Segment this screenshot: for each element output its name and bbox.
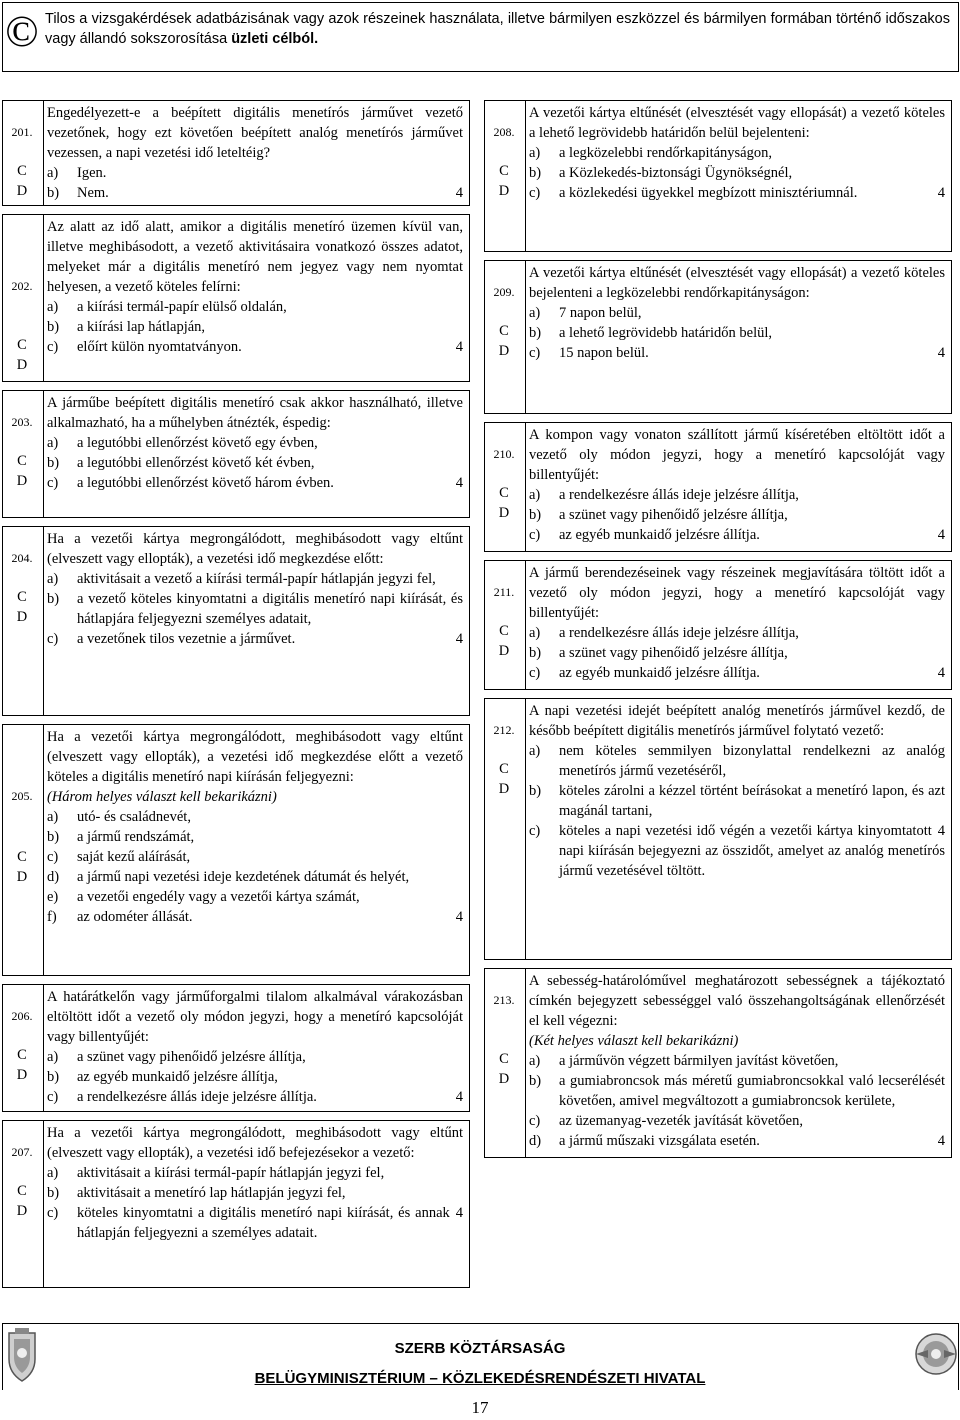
answer-option <box>529 303 945 323</box>
copyright-notice <box>45 9 950 49</box>
question-body <box>529 699 945 883</box>
option-text-wrap <box>77 867 463 887</box>
option-label: a) <box>529 487 541 503</box>
question-number: 207. <box>11 1145 33 1159</box>
option-text: a legutóbbi ellenőrzést követő két évben, <box>77 455 315 471</box>
answer-option <box>47 589 463 629</box>
marker-d: D <box>16 183 28 199</box>
option-label: a) <box>47 809 59 825</box>
option-label: b) <box>529 165 542 181</box>
option-label: b) <box>529 645 542 661</box>
option-text-wrap <box>559 1071 945 1111</box>
answer-option <box>47 867 463 887</box>
answer-option <box>47 807 463 827</box>
marker-d: D <box>16 869 28 885</box>
copyright-icon: © <box>5 7 39 56</box>
answer-option <box>47 183 463 203</box>
question-points: 4 <box>937 665 945 681</box>
question-body <box>529 561 945 685</box>
question-stem: Ha a vezetői kártya megrongálódott, meghibásodott vagy eltűnt (elveszett vagy ellopták), a vezetési idő megkezdése előtt a vezető köteles a digitális menetíró napi kiírásán feljegyezni: <box>47 729 463 785</box>
option-label: c) <box>47 339 59 355</box>
option-label: a) <box>47 1049 59 1065</box>
question-sidebar <box>485 261 526 413</box>
marker-d: D <box>498 1071 510 1087</box>
question-sidebar <box>3 985 44 1111</box>
answer-option <box>529 781 945 821</box>
option-label: b) <box>47 829 60 845</box>
answer-option <box>529 183 945 203</box>
option-text: a jármű napi vezetési ideje kezdetének dátumát és helyét, <box>77 869 410 885</box>
option-label: a) <box>529 625 541 641</box>
option-text-wrap <box>77 1087 463 1107</box>
option-text: a Közlekedés-biztonsági Ügynökségnél, <box>559 165 793 181</box>
marker-c: C <box>499 485 509 501</box>
question-number: 205. <box>11 789 33 803</box>
option-text: köteles zárolni a kézzel történt beírásokat a menetíró lapon, és azt magánál tartani, <box>559 783 945 819</box>
option-text-wrap <box>77 1203 463 1243</box>
answer-option <box>529 485 945 505</box>
question-number: 206. <box>11 1009 33 1023</box>
question-points: 4 <box>455 339 463 355</box>
footer-country: SZERB KÖZTÁRSASÁG <box>394 1340 566 1357</box>
marker-c: C <box>17 337 27 353</box>
question-block <box>484 422 952 552</box>
option-text: az egyéb munkaidő jelzésre állítja. <box>559 665 760 681</box>
answer-option <box>47 317 463 337</box>
answer-option <box>47 297 463 317</box>
question-body <box>529 101 945 205</box>
answer-option <box>529 525 945 545</box>
question-number: 209. <box>493 285 515 299</box>
question-points: 4 <box>937 185 945 201</box>
right-question-column <box>484 100 952 1166</box>
answer-option <box>529 323 945 343</box>
marker-c: C <box>17 1047 27 1063</box>
option-text: a lehető legrövidebb határidőn belül, <box>559 325 772 341</box>
option-text: a közlekedési ügyekkel megbízott minisztériumnál. <box>559 185 858 201</box>
footer-ministry-text: BELÜGYMINISZTÉRIUM – KÖZLEKEDÉSRENDÉSZETI HIVATAL <box>254 1370 706 1387</box>
option-text-wrap <box>77 163 463 183</box>
question-note: (Három helyes választ kell bekarikázni) <box>47 789 277 805</box>
option-text-wrap <box>77 1047 463 1067</box>
copyright-notice-bold: üzleti célból. <box>231 31 319 47</box>
question-sidebar <box>485 423 526 551</box>
answer-option <box>529 821 945 881</box>
option-label: c) <box>47 849 59 865</box>
answer-option <box>47 1047 463 1067</box>
question-points: 4 <box>455 1089 463 1105</box>
question-sidebar <box>3 527 44 715</box>
answer-option <box>47 1087 463 1107</box>
question-block <box>484 560 952 690</box>
marker-c: C <box>17 1183 27 1199</box>
option-label: c) <box>529 823 541 839</box>
option-label: c) <box>529 185 541 201</box>
copyright-notice-text: Tilos a vizsgakérdések adatbázisának vagy azok részeinek használata, illetve bármilyen eszközzel és bármilyen formában történő időszakos vagy állandó sokszorosítása <box>45 11 950 47</box>
marker-d: D <box>16 1203 28 1219</box>
question-body <box>529 423 945 547</box>
question-body <box>47 725 463 929</box>
question-stem: A határátkelőn vagy járműforgalmi tilalom alkalmával várakozásban eltöltött időt a vezető oly módon jegyzi, hogy a menetíró kapcsolóját vagy billentyűjét: <box>47 989 463 1045</box>
question-body <box>47 527 463 651</box>
answer-option <box>47 453 463 473</box>
marker-d: D <box>498 183 510 199</box>
option-text-wrap <box>559 643 945 663</box>
option-label: c) <box>47 1089 59 1105</box>
question-number: 213. <box>493 993 515 1007</box>
option-text-wrap <box>77 847 463 867</box>
option-text: a rendelkezésre állás ideje jelzésre állítja, <box>559 625 799 641</box>
marker-c: C <box>17 163 27 179</box>
marker-c: C <box>17 453 27 469</box>
question-stem: Az alatt az idő alatt, amikor a digitális menetíró üzemen kívül van, illetve meghibásodott, a vezető aktivitásaira vonatkozó összes adatot, melyeket már a digitális menetíró nem jegyez vagy nem nyomtat helyesen, a vezető köteles felírni: <box>47 219 463 295</box>
option-text: aktivitásait a menetíró lap hátlapján jegyzi fel, <box>77 1185 346 1201</box>
option-text: a szünet vagy pihenőidő jelzésre állítja, <box>559 645 788 661</box>
option-text: a legközelebbi rendőrkapitányságon, <box>559 145 772 161</box>
option-text: a kiírási termál-papír elülső oldalán, <box>77 299 287 315</box>
option-text-wrap <box>559 343 945 363</box>
question-body <box>47 101 463 205</box>
option-label: c) <box>529 1113 541 1129</box>
option-text-wrap <box>77 827 463 847</box>
question-number: 202. <box>11 279 33 293</box>
option-label: b) <box>47 185 60 201</box>
question-sidebar <box>485 101 526 251</box>
option-label: b) <box>47 591 60 607</box>
question-sidebar <box>3 215 44 381</box>
option-text-wrap <box>77 589 463 629</box>
question-body <box>529 969 945 1153</box>
marker-c: C <box>17 849 27 865</box>
option-text-wrap <box>77 569 463 589</box>
option-text: a jármű rendszámát, <box>77 829 195 845</box>
option-text: saját kezű aláírását, <box>77 849 191 865</box>
option-text: a rendelkezésre állás ideje jelzésre állítja. <box>77 1089 317 1105</box>
option-text: a szünet vagy pihenőidő jelzésre állítja, <box>559 507 788 523</box>
option-text-wrap <box>559 485 945 505</box>
question-body <box>47 1121 463 1245</box>
question-number: 211. <box>493 585 515 599</box>
answer-option <box>47 473 463 493</box>
option-label: b) <box>529 1073 542 1089</box>
option-text: a vezető köteles kinyomtatni a digitális menetíró napi kiírását, és hátlapjára feljegyezni személyes adatait, <box>77 591 463 627</box>
question-block <box>484 100 952 252</box>
question-block <box>2 724 470 976</box>
question-block <box>2 526 470 716</box>
option-text-wrap <box>559 525 945 545</box>
question-number: 208. <box>493 125 515 139</box>
question-stem: Engedélyezett-e a beépített digitális menetírós járművet vezető vezetőnek, hogy ezt követően beépített analóg menetírós járművet vezessen, a napi vezetési idő leteltéig? <box>47 105 463 161</box>
marker-d: D <box>498 505 510 521</box>
option-label: c) <box>529 345 541 361</box>
option-label: c) <box>529 665 541 681</box>
option-text: 7 napon belül, <box>559 305 642 321</box>
question-number: 212. <box>493 723 515 737</box>
option-text-wrap <box>559 663 945 683</box>
answer-option <box>47 847 463 867</box>
answer-option <box>529 1071 945 1111</box>
copyright-header <box>2 2 959 72</box>
option-label: b) <box>47 1185 60 1201</box>
answer-option <box>47 629 463 649</box>
question-number: 204. <box>11 551 33 565</box>
question-body <box>47 215 463 359</box>
marker-d: D <box>16 357 28 373</box>
question-stem: A járműbe beépített digitális menetíró csak akkor használható, illetve alkalmazható, ha a műhelyben átnézték, éspedig: <box>47 395 463 431</box>
option-label: b) <box>47 319 60 335</box>
option-text: a szünet vagy pihenőidő jelzésre állítja, <box>77 1049 306 1065</box>
answer-option <box>529 143 945 163</box>
option-text: a vezetőnek tilos vezetnie a járművet. <box>77 631 296 647</box>
marker-c: C <box>499 323 509 339</box>
option-label: a) <box>47 571 59 587</box>
option-text-wrap <box>77 297 463 317</box>
option-text-wrap <box>559 821 945 881</box>
question-sidebar <box>3 101 44 205</box>
option-text-wrap <box>77 433 463 453</box>
question-sidebar <box>3 391 44 517</box>
question-sidebar <box>485 699 526 959</box>
marker-d: D <box>16 473 28 489</box>
option-label: c) <box>47 1205 59 1221</box>
question-block <box>2 100 470 206</box>
answer-option <box>47 433 463 453</box>
option-text: a kiírási lap hátlapján, <box>77 319 206 335</box>
question-points: 4 <box>455 1205 463 1221</box>
option-text: köteles kinyomtatni a digitális menetíró napi kiírását, és annak hátlapján feljegyezni a személyes adatait. <box>77 1205 450 1241</box>
question-number: 203. <box>11 415 33 429</box>
option-text: előírt külön nyomtatványon. <box>77 339 242 355</box>
marker-d: D <box>16 1067 28 1083</box>
option-text-wrap <box>559 1131 945 1151</box>
option-text: aktivitásait a vezető a kiírási termál-papír hátlapján jegyzi fel, <box>77 571 436 587</box>
question-sidebar <box>3 725 44 975</box>
option-text: 15 napon belül. <box>559 345 649 361</box>
marker-d: D <box>498 781 510 797</box>
marker-d: D <box>16 609 28 625</box>
question-points: 4 <box>937 345 945 361</box>
page-number: 17 <box>471 1398 489 1417</box>
question-points: 4 <box>455 631 463 647</box>
option-text-wrap <box>559 183 945 203</box>
option-text: az egyéb munkaidő jelzésre állítja, <box>77 1069 278 1085</box>
option-text-wrap <box>559 1051 945 1071</box>
option-text: az üzemanyag-vezeték javítását követően, <box>559 1113 803 1129</box>
question-stem: A vezetői kártya eltűnését (elvesztését vagy ellopását) a vezető köteles bejelenteni a legközelebbi rendőrkapitányságon: <box>529 265 945 301</box>
answer-option <box>47 1163 463 1183</box>
option-label: e) <box>47 889 59 905</box>
question-body <box>47 391 463 495</box>
question-points: 4 <box>937 527 945 543</box>
marker-c: C <box>499 1051 509 1067</box>
answer-option <box>47 887 463 907</box>
question-body <box>529 261 945 365</box>
option-text-wrap <box>77 887 463 907</box>
option-text-wrap <box>77 1183 463 1203</box>
marker-c: C <box>499 761 509 777</box>
option-text-wrap <box>77 183 463 203</box>
answer-option <box>529 741 945 781</box>
question-block <box>484 968 952 1158</box>
question-sidebar <box>485 969 526 1157</box>
option-text: a legutóbbi ellenőrzést követő három évben. <box>77 475 334 491</box>
answer-option <box>47 907 463 927</box>
option-label: a) <box>529 743 541 759</box>
option-label: a) <box>529 305 541 321</box>
question-body <box>47 985 463 1109</box>
option-text-wrap <box>559 143 945 163</box>
question-number: 210. <box>493 447 515 461</box>
answer-option <box>47 1183 463 1203</box>
question-stem: A sebesség-határolóművel meghatározott sebességnek a tájékoztató címkén bejegyzett sebességgel való összehangoltságának ellenőrzését el kell végezni: <box>529 973 945 1029</box>
option-label: a) <box>47 1165 59 1181</box>
answer-option <box>529 343 945 363</box>
question-block <box>2 1120 470 1288</box>
option-text-wrap <box>559 505 945 525</box>
option-text: a járművön végzett bármilyen javítást követően, <box>559 1053 839 1069</box>
option-label: f) <box>47 909 57 925</box>
option-text: a jármű műszaki vizsgálata esetén. <box>559 1133 760 1149</box>
option-label: a) <box>47 435 59 451</box>
option-label: d) <box>47 869 60 885</box>
marker-c: C <box>17 589 27 605</box>
question-block <box>2 390 470 518</box>
answer-option <box>529 505 945 525</box>
option-text-wrap <box>77 807 463 827</box>
marker-c: C <box>499 623 509 639</box>
option-text: a legutóbbi ellenőrzést követő egy évben, <box>77 435 318 451</box>
question-stem: Ha a vezetői kártya megrongálódott, meghibásodott vagy eltűnt (elveszett vagy ellopták), a vezetési idő megkezdése előtt: <box>47 531 463 567</box>
question-block <box>484 260 952 414</box>
question-points: 4 <box>937 1133 945 1149</box>
option-text: a gumiabroncsok más méretű gumiabroncsokkal való lecserélését követően, amivel megváltozott a gumiabroncsok kerülete, <box>559 1073 945 1109</box>
question-block <box>484 698 952 960</box>
option-text: Nem. <box>77 185 109 201</box>
option-text-wrap <box>559 741 945 781</box>
question-block <box>2 214 470 382</box>
answer-option <box>529 663 945 683</box>
left-question-column <box>2 100 470 1296</box>
option-label: c) <box>529 527 541 543</box>
question-note: (Két helyes választ kell bekarikázni) <box>529 1033 739 1049</box>
option-text-wrap <box>77 473 463 493</box>
answer-option <box>47 337 463 357</box>
question-points: 4 <box>455 909 463 925</box>
option-text: Igen. <box>77 165 107 181</box>
question-points: 4 <box>455 475 463 491</box>
option-text-wrap <box>559 163 945 183</box>
option-label: a) <box>47 299 59 315</box>
question-stem: Ha a vezetői kártya megrongálódott, meghibásodott vagy eltűnt (elveszett vagy ellopták), a vezetési idő befejezésekor a vezető: <box>47 1125 463 1161</box>
option-label: b) <box>529 325 542 341</box>
question-sidebar <box>485 561 526 689</box>
option-text-wrap <box>77 907 463 927</box>
question-points: 4 <box>455 185 463 201</box>
question-stem: A napi vezetési idejét beépített analóg menetírós járművel kezdő, de később beépített digitális menetírós járművel folytató vezető: <box>529 703 945 739</box>
option-text: a vezetői engedély vagy a vezetői kártya számát, <box>77 889 360 905</box>
answer-option <box>529 1111 945 1131</box>
question-stem: A kompon vagy vonaton szállított jármű kíséretében eltöltött időt a vezető oly módon jegyzi, hogy a menetíró kapcsolóját vagy billentyűjét: <box>529 427 945 483</box>
option-text: nem köteles semmilyen bizonylattal rendelkezni az analóg menetírós jármű vezetéséről, <box>559 743 945 779</box>
answer-option <box>529 643 945 663</box>
answer-option <box>529 1131 945 1151</box>
option-text: aktivitásait a kiírási termál-papír hátlapján jegyzi fel, <box>77 1165 385 1181</box>
option-text-wrap <box>77 1163 463 1183</box>
option-text-wrap <box>559 323 945 343</box>
question-stem: A jármű berendezéseinek vagy részeinek megjavítására töltött időt a vezető oly módon jegyzi, hogy a menetíró kapcsolóját vagy billentyűjét: <box>529 565 945 621</box>
option-label: d) <box>529 1133 542 1149</box>
question-sidebar <box>3 1121 44 1287</box>
answer-option <box>47 1203 463 1243</box>
answer-option <box>47 1067 463 1087</box>
marker-d: D <box>498 343 510 359</box>
question-block <box>2 984 470 1112</box>
question-points: 4 <box>937 823 945 839</box>
answer-option <box>47 569 463 589</box>
option-label: a) <box>47 165 59 181</box>
answer-option <box>47 827 463 847</box>
answer-option <box>529 1051 945 1071</box>
answer-option <box>529 623 945 643</box>
option-text-wrap <box>559 1111 945 1131</box>
option-text: a rendelkezésre állás ideje jelzésre állítja, <box>559 487 799 503</box>
option-text: az egyéb munkaidő jelzésre állítja. <box>559 527 760 543</box>
option-label: b) <box>47 1069 60 1085</box>
marker-c: C <box>499 163 509 179</box>
option-label: c) <box>47 631 59 647</box>
answer-option <box>529 163 945 183</box>
marker-d: D <box>498 643 510 659</box>
option-text-wrap <box>559 623 945 643</box>
option-text-wrap <box>77 337 463 357</box>
option-label: b) <box>47 455 60 471</box>
option-text: utó- és családnevét, <box>77 809 191 825</box>
question-stem: A vezetői kártya eltűnését (elvesztését vagy ellopását) a vezető köteles a lehető legrövidebb határidőn belül bejelenteni: <box>529 105 945 141</box>
option-text-wrap <box>77 1067 463 1087</box>
option-label: b) <box>529 507 542 523</box>
option-label: a) <box>529 1053 541 1069</box>
option-label: c) <box>47 475 59 491</box>
answer-option <box>47 163 463 183</box>
footer-ministry <box>0 1370 960 1387</box>
option-label: a) <box>529 145 541 161</box>
option-text-wrap <box>559 781 945 821</box>
option-text-wrap <box>77 453 463 473</box>
option-label: b) <box>529 783 542 799</box>
option-text: az odométer állását. <box>77 909 193 925</box>
option-text: köteles a napi vezetési idő végén a vezetői kártya kinyomtatott napi kiírásán bejegyezni az összidőt, amelyet az analóg menetírós jármű vezetésével töltött. <box>559 823 945 879</box>
option-text-wrap <box>559 303 945 323</box>
option-text-wrap <box>77 317 463 337</box>
question-number: 201. <box>11 125 33 139</box>
option-text-wrap <box>77 629 463 649</box>
